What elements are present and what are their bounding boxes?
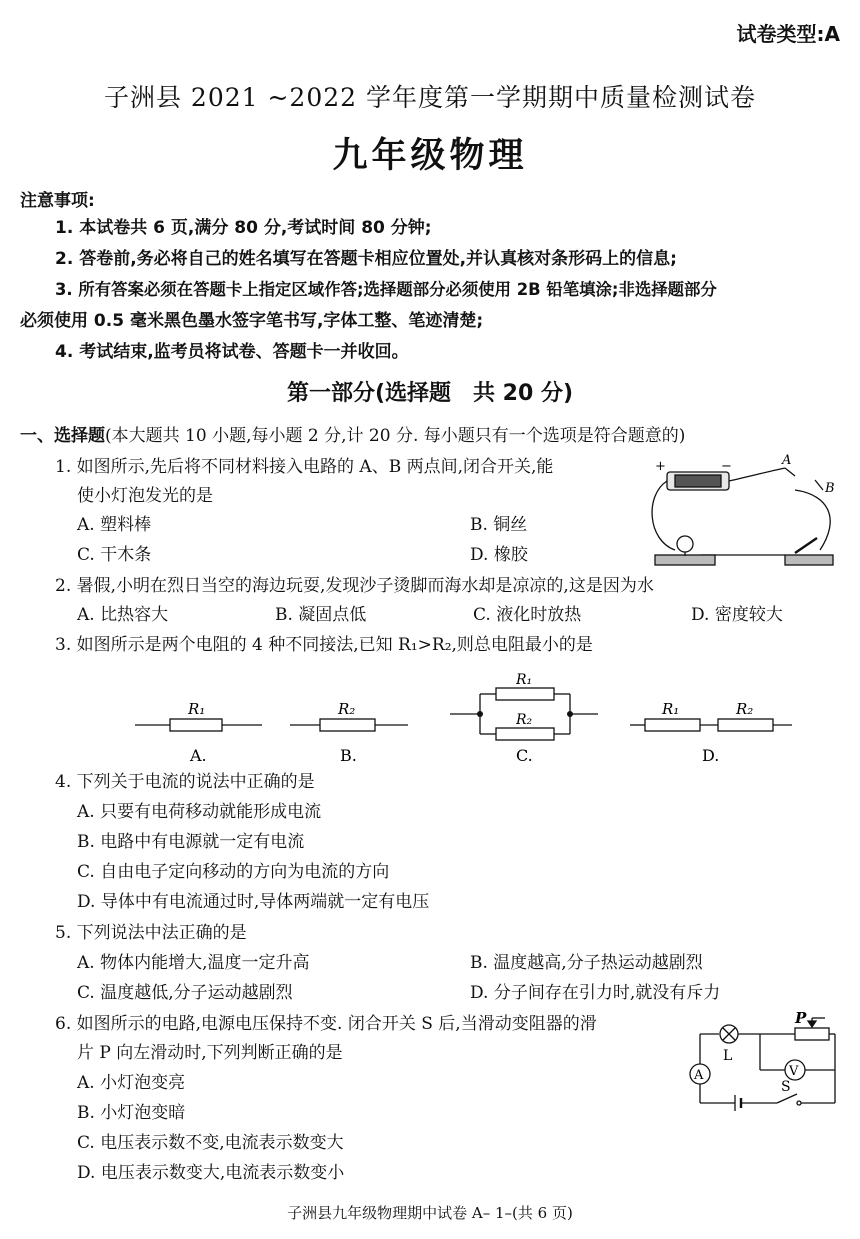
section-description: (本大题共 10 小题,每小题 2 分,计 20 分. 每小题只有一个选项是符合题意的) (105, 426, 686, 446)
q4-stem: 4. 下列关于电流的说法中正确的是 (55, 772, 315, 792)
q3-c-label-r2: R₂ (516, 712, 533, 728)
battery-cell (675, 475, 721, 487)
q6-fig-label-s: S (781, 1079, 791, 1095)
switch-icon (777, 1094, 797, 1103)
q3-a-label-r1: R₁ (188, 700, 206, 718)
q3-c-resistor-2 (496, 728, 554, 740)
part1-title: 第一部分(选择题 共 20 分) (286, 381, 574, 406)
q3-b-resistor (320, 719, 375, 731)
q4-option-d: D. 导体中有电流通过时,导体两端就一定有电压 (77, 892, 430, 912)
q3-choice-label-a: A. (190, 746, 207, 765)
q3-c-label-r1: R₁ (516, 672, 533, 688)
q2-option-a: A. 比热容大 (77, 605, 169, 625)
q3-choice-label-b: B. (340, 746, 357, 765)
q1-stem-line1: 1. 如图所示,先后将不同材料接入电路的 A、B 两点间,闭合开关,能 (55, 457, 554, 477)
q3-choice-label-c: C. (516, 746, 533, 765)
q2-option-b: B. 凝固点低 (275, 605, 367, 625)
notice-item-3: 3. 所有答案必须在答题卡上指定区域作答;选择题部分必须使用 2B 铅笔填涂;非选择题部分 (55, 280, 717, 299)
q6-stem-line1: 6. 如图所示的电路,电源电压保持不变. 闭合开关 S 后,当滑动变阻器的滑 (55, 1014, 597, 1034)
notice-heading: 注意事项: (20, 191, 95, 211)
q1-fig-minus: − (721, 459, 732, 474)
subject-title: 九年级物理 (332, 136, 528, 176)
q5-option-a: A. 物体内能增大,温度一定升高 (77, 953, 310, 973)
q5-stem: 5. 下列说法中法正确的是 (55, 923, 247, 943)
notice-item-2: 2. 答卷前,务必将自己的姓名填写在答题卡相应位置处,并认真核对条形码上的信息; (55, 249, 677, 269)
q4-option-a: A. 只要有电荷移动就能形成电流 (77, 802, 322, 822)
q3-stem: 3. 如图所示是两个电阻的 4 种不同接法,已知 R₁>R₂,则总电阻最小的是 (55, 635, 593, 655)
q2-option-c: C. 液化时放热 (473, 605, 582, 625)
q5-option-c: C. 温度越低,分子运动越剧烈 (77, 983, 293, 1003)
q6-fig-label-p: P (795, 1009, 807, 1027)
q1-option-b: B. 铜丝 (470, 515, 528, 535)
q6-option-a: A. 小灯泡变亮 (77, 1073, 186, 1093)
notice-item-3-cont: 必须使用 0.5 毫米黑色墨水签字笔书写,字体工整、笔迹清楚; (20, 311, 484, 331)
notice-item-4: 4. 考试结束,监考员将试卷、答题卡一并收回。 (55, 342, 409, 362)
q6-option-c: C. 电压表示数不变,电流表示数变大 (77, 1133, 344, 1153)
q5-option-b: B. 温度越高,分子热运动越剧烈 (470, 953, 703, 973)
page-footer: 子洲县九年级物理期中试卷 A– 1–(共 6 页) (287, 1204, 573, 1222)
q1-stem-line2: 使小灯泡发光的是 (77, 486, 213, 506)
rheostat-icon (795, 1028, 829, 1040)
q4-option-c: C. 自由电子定向移动的方向为电流的方向 (77, 862, 390, 882)
q3-d-label-r2: R₂ (736, 700, 754, 718)
q2-option-d: D. 密度较大 (691, 605, 783, 625)
bulb-icon (677, 536, 693, 552)
q1-fig-plus: + (655, 459, 666, 474)
q3-d-resistor-1 (645, 719, 700, 731)
exam-title: 子洲县 2021 ~2022 学年度第一学期期中质量检测试卷 (103, 83, 757, 112)
q6-stem-line2: 片 P 向左滑动时,下列判断正确的是 (77, 1043, 343, 1063)
notice-item-1: 1. 本试卷共 6 页,满分 80 分,考试时间 80 分钟; (55, 218, 432, 238)
q5-option-d: D. 分子间存在引力时,就没有斥力 (470, 983, 721, 1003)
q1-circuit-figure (645, 450, 845, 575)
q3-choice-label-d: D. (702, 746, 720, 765)
q3-d-label-r1: R₁ (662, 700, 680, 718)
q1-fig-point-a: A (782, 453, 792, 468)
q3-resistor-figures (120, 668, 800, 768)
q6-fig-label-l: L (723, 1048, 733, 1064)
slider-arrow-icon (808, 1021, 816, 1027)
switch-lever-icon (795, 538, 817, 553)
q6-fig-label-a: A (694, 1068, 704, 1083)
q1-option-d: D. 橡胶 (470, 545, 528, 565)
q3-a-resistor (170, 719, 222, 731)
q1-option-c: C. 干木条 (77, 545, 152, 565)
paper-type-label: 试卷类型:A (736, 22, 840, 46)
q4-option-b: B. 电路中有电源就一定有电流 (77, 832, 305, 852)
section-heading (20, 426, 685, 446)
q1-option-a: A. 塑料棒 (77, 515, 152, 535)
q3-c-resistor-1 (496, 688, 554, 700)
q2-stem: 2. 暑假,小明在烈日当空的海边玩耍,发现沙子烫脚而海水却是凉凉的,这是因为水 (55, 576, 654, 596)
q1-fig-point-b: B (825, 481, 835, 496)
q6-fig-label-v: V (789, 1064, 799, 1079)
q3-d-resistor-2 (718, 719, 773, 731)
q6-option-b: B. 小灯泡变暗 (77, 1103, 186, 1123)
q6-circuit-figure (685, 1008, 845, 1113)
q3-b-label-r2: R₂ (338, 700, 356, 718)
q6-option-d: D. 电压表示数变大,电流表示数变小 (77, 1163, 345, 1183)
section-label: 一、选择题 (20, 426, 105, 446)
